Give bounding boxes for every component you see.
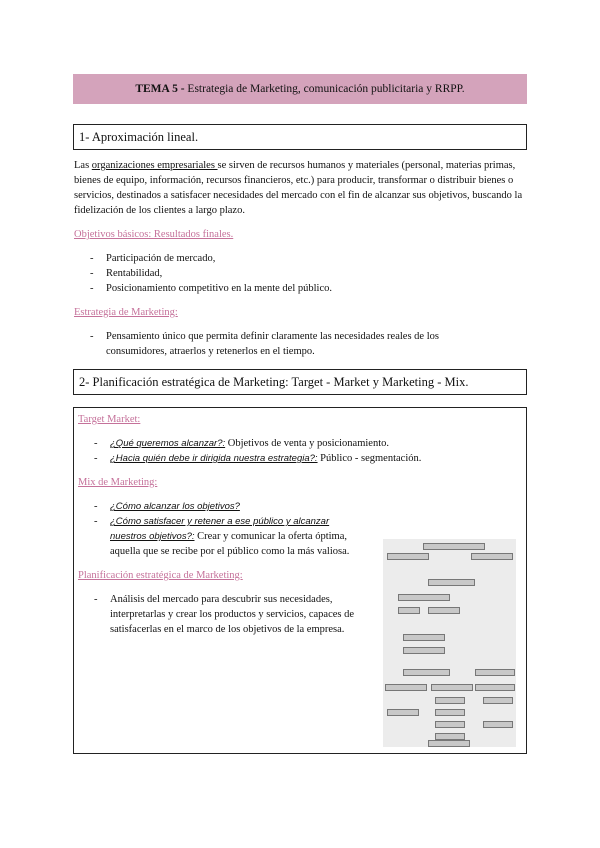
- section-2-content-box: [73, 407, 527, 754]
- plan-list: [78, 592, 368, 637]
- list-item: [78, 451, 498, 466]
- answer: Objetivos de venta y posicionamiento.: [225, 438, 390, 449]
- plan-heading: Planificación estratégica de Marketing:: [78, 570, 243, 581]
- objetivos-list: [74, 251, 527, 296]
- section-1-title: 1- Aproximación lineal.: [79, 130, 199, 144]
- target-list: [78, 436, 498, 466]
- estrategia-list: [74, 329, 474, 359]
- document-page: [73, 74, 527, 754]
- target-heading: Target Market:: [78, 414, 141, 425]
- intro-underlined: organizaciones empresariales: [91, 160, 218, 171]
- objetivos-heading: Objetivos básicos: Resultados finales.: [74, 229, 234, 240]
- intro-rest: se sirven de recursos humanos y materiales (personal, materias primas, bienes de equipo, información, recursos financieros, etc.) para producir, transformar o distribuir bienes o servicios, destinados a satisfacer necesidades del mercado con el fin de alcanzar sus objetivos, buscando la fidelización de los clientes a largo plazo.: [74, 160, 523, 216]
- answer: Crear y comunicar la oferta óptima, aquella que se recibe por el público como la más valiosa.: [110, 531, 350, 557]
- document-title-banner: [73, 74, 527, 104]
- question: ¿Hacia quién debe ir dirigida nuestra estrategia?:: [110, 453, 318, 464]
- list-item: [78, 436, 498, 451]
- list-item: - Pensamiento único que permita definir claramente las necesidades reales de los consumidores, atraerlos y retenerlos en el tiempo.: [74, 329, 474, 359]
- section-2-heading-box: [73, 369, 527, 395]
- list-item: - Posicionamiento competitivo en la mente del público.: [74, 281, 527, 296]
- list-item: [78, 514, 368, 559]
- section-1-heading-box: [73, 124, 527, 150]
- intro-paragraph: [74, 158, 527, 218]
- mix-heading: Mix de Marketing:: [78, 477, 158, 488]
- question: ¿Cómo alcanzar los objetivos?: [110, 501, 240, 512]
- list-item: - Análisis del mercado para descubrir sus necesidades, interpretarlas y crear los productos y servicios, capaces de satisfacerlas en el marco de los objetivos de la empresa.: [78, 592, 368, 637]
- left-column: [78, 475, 368, 637]
- question: ¿Cómo satisfacer y retener a ese público y alcanzar nuestros objetivos?:: [110, 516, 330, 542]
- marketing-planning-flowchart-image: [383, 539, 516, 747]
- list-item: - Participación de mercado,: [74, 251, 527, 266]
- title-text: Estrategia de Marketing, comunicación publicitaria y RRPP.: [187, 83, 465, 95]
- list-item: [78, 499, 368, 514]
- estrategia-heading: Estrategia de Marketing:: [74, 307, 178, 318]
- question: ¿Qué queremos alcanzar?:: [110, 438, 226, 449]
- section-2-title: 2- Planificación estratégica de Marketing: Target - Market y Marketing - Mix.: [79, 375, 469, 389]
- section-1-body: [73, 158, 527, 359]
- answer: Público - segmentación.: [317, 453, 422, 464]
- intro-start: Las: [74, 160, 92, 171]
- mix-list: [78, 499, 368, 559]
- title-prefix: TEMA 5 -: [135, 83, 188, 95]
- list-item: - Rentabilidad,: [74, 266, 527, 281]
